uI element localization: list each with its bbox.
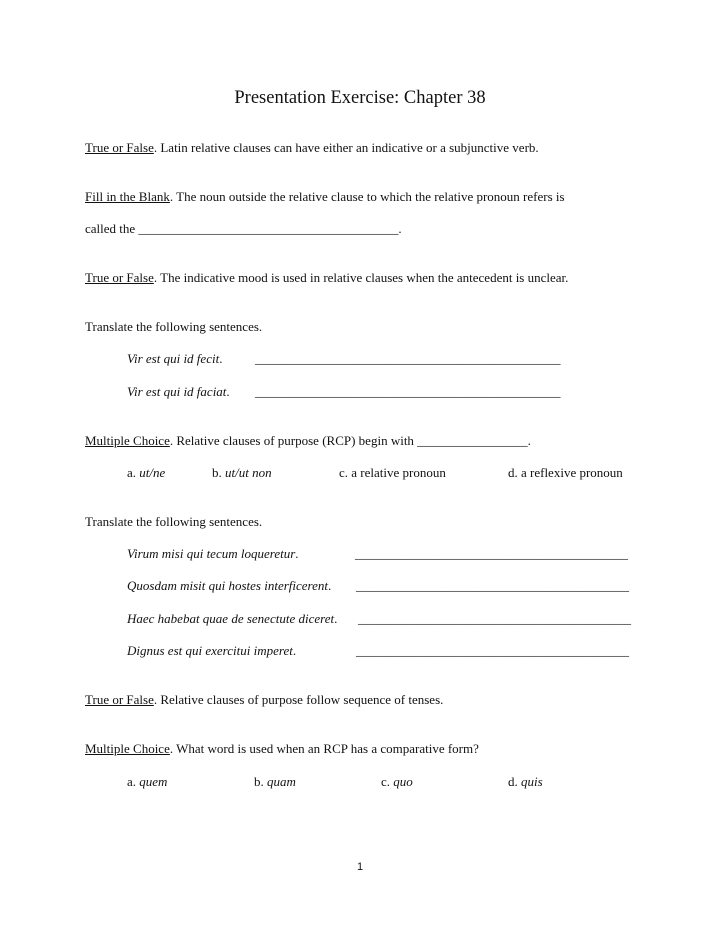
answer-blank[interactable]: __________________________________________ [355, 546, 628, 561]
option-c[interactable] [381, 774, 413, 790]
question-1 [85, 140, 539, 156]
latin-sentence [127, 643, 296, 659]
question-text: . Relative clauses of purpose follow sequence of tenses. [153, 692, 444, 707]
latin-text: Vir est qui id fecit [127, 351, 220, 366]
option-letter: c. [339, 465, 352, 480]
question-type-label: Multiple Choice [85, 741, 170, 756]
latin-text: Dignus est qui exercitui imperet [127, 643, 293, 658]
option-text: ut/ut non [225, 465, 272, 480]
latin-sentence [127, 611, 337, 627]
option-letter: a. [127, 465, 140, 480]
answer-blank[interactable]: __________________________________________ [356, 643, 629, 658]
option-letter: d. [508, 774, 521, 789]
question-5 [85, 692, 443, 708]
question-text: . What word is used when an RCP has a comparative form? [169, 741, 479, 756]
option-letter: b. [212, 465, 225, 480]
sentence-period: . [295, 546, 299, 561]
option-d[interactable] [508, 465, 623, 481]
option-text: quem [139, 774, 168, 789]
option-a[interactable] [127, 774, 167, 790]
question-text: . Relative clauses of purpose (RCP) begin with _________________. [169, 433, 531, 448]
option-b[interactable] [212, 465, 272, 481]
question-type-label: True or False [85, 270, 154, 285]
sentence-period: . [292, 643, 297, 658]
page-title: Presentation Exercise: Chapter 38 [234, 88, 486, 108]
option-letter: b. [254, 774, 267, 789]
option-text: ut/ne [139, 465, 166, 480]
sentence-period: . [328, 578, 332, 593]
page-number: 1 [356, 861, 364, 873]
sentence-period: . [226, 384, 230, 399]
option-letter: d. [508, 465, 521, 480]
option-text: quam [267, 774, 296, 789]
option-a[interactable] [127, 465, 165, 481]
answer-blank[interactable]: __________________________________________ [356, 578, 629, 593]
latin-text: Haec habebat quae de senectute diceret [127, 611, 335, 626]
latin-sentence [127, 546, 299, 562]
question-text: . The noun outside the relative clause to which the relative pronoun refers is [169, 189, 565, 204]
question-text: . Latin relative clauses can have either an indicative or a subjunctive verb. [153, 140, 539, 155]
answer-blank[interactable]: __________________________________________ [358, 611, 631, 626]
question-2 [85, 189, 565, 205]
option-text: quo [393, 774, 413, 789]
question-3 [85, 270, 568, 286]
question-2-blank-line[interactable]: called the ________________________________________. [85, 221, 402, 236]
latin-sentence [127, 384, 230, 400]
option-letter: a. [127, 774, 140, 789]
question-type-label: True or False [85, 692, 154, 707]
question-6 [85, 741, 479, 757]
option-c[interactable] [339, 465, 446, 481]
latin-text: Vir est qui id faciat [127, 384, 227, 399]
latin-sentence [127, 578, 331, 594]
question-text: . The indicative mood is used in relative clauses when the antecedent is unclear. [153, 270, 569, 285]
question-type-label: Fill in the Blank [85, 189, 170, 204]
translate-heading: Translate the following sentences. [85, 319, 263, 334]
option-d[interactable] [508, 774, 543, 790]
question-type-label: Multiple Choice [85, 433, 170, 448]
latin-sentence [127, 351, 222, 367]
option-letter: c. [381, 774, 394, 789]
latin-text: Virum misi qui tecum loqueretur [127, 546, 296, 561]
question-type-label: True or False [85, 140, 154, 155]
option-text: quis [521, 774, 543, 789]
option-text: a reflexive pronoun [521, 465, 623, 480]
question-4 [85, 433, 531, 449]
answer-blank[interactable]: _______________________________________________ [255, 384, 561, 399]
option-text: a relative pronoun [351, 465, 446, 480]
latin-text: Quosdam misit qui hostes interficerent [127, 578, 329, 593]
answer-blank[interactable]: _______________________________________________ [255, 351, 561, 366]
sentence-period: . [219, 351, 223, 366]
sentence-period: . [334, 611, 338, 626]
option-b[interactable] [254, 774, 296, 790]
translate-heading: Translate the following sentences. [85, 514, 263, 529]
